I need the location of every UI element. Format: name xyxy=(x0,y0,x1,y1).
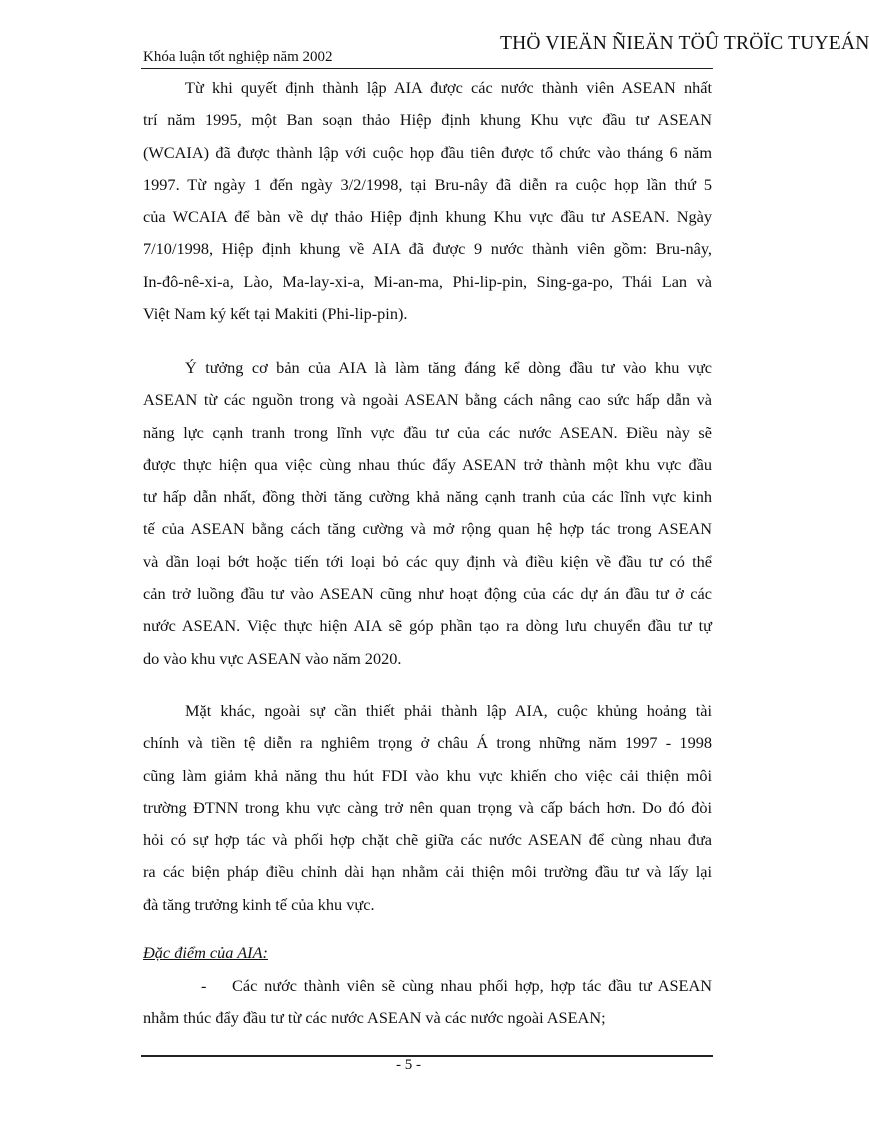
paragraph-line: của WCAIA để bàn về dự thảo Hiệp định khung Khu vực đầu tư ASEAN. Ngày xyxy=(143,207,712,227)
paragraph-aia-history xyxy=(143,72,712,330)
paragraph-asian-crisis xyxy=(143,695,712,921)
header-thesis-title: Khóa luận tốt nghiệp năm 2002 xyxy=(143,49,333,65)
paragraph-aia-idea xyxy=(143,352,712,675)
bullet-text-line: Các nước thành viên sẽ cùng nhau phối hợp, hợp tác đầu tư ASEAN xyxy=(232,976,712,995)
paragraph-line: trí năm 1995, một Ban soạn thảo Hiệp định khung Khu vực đầu tư ASEAN xyxy=(143,110,712,130)
paragraph-line: Mặt khác, ngoài sự cần thiết phải thành lập AIA, cuộc khủng hoảng tài xyxy=(185,701,712,720)
paragraph-line: cũng làm giảm khả năng thu hút FDI vào khu vực khiến cho việc cải thiện môi xyxy=(143,765,712,785)
paragraph-line: cản trở luồng đầu tư vào ASEAN cũng như hoạt động của các dự án đầu tư ở các xyxy=(143,584,712,604)
paragraph-line: trường ĐTNN trong khu vực càng trở nên quan trọng và cấp bách hơn. Do đó đòi xyxy=(143,797,712,817)
paragraph-line: Từ khi quyết định thành lập AIA được các nước thành viên ASEAN nhất xyxy=(185,78,712,97)
paragraph-line: ra các biện pháp điều chỉnh dài hạn nhằm cải thiện môi trường đầu tư và lấy lại xyxy=(143,862,712,882)
page-number: - 5 - xyxy=(396,1057,421,1073)
paragraph-line: năng lực cạnh tranh trong lĩnh vực đầu tư của các nước ASEAN. Điều này sẽ xyxy=(143,422,712,442)
paragraph-line: In-đô-nê-xi-a, Lào, Ma-lay-xi-a, Mi-an-ma, Phi-lip-pin, Sing-ga-po, Thái Lan và xyxy=(143,271,712,291)
paragraph-line: (WCAIA) đã được thành lập với cuộc họp đầu tiên được tổ chức vào tháng 6 năm xyxy=(143,142,712,162)
bullet-dash: - xyxy=(201,976,207,995)
paragraph-line: 7/10/1998, Hiệp định khung về AIA đã được 9 nước thành viên gồm: Bru-nây, xyxy=(143,239,712,259)
paragraph-line: Việt Nam ký kết tại Makiti (Phi-lip-pin). xyxy=(143,304,408,324)
section-subheading: Đặc điểm của AIA: xyxy=(143,943,268,962)
footer-divider xyxy=(141,1055,713,1057)
paragraph-line: 1997. Từ ngày 1 đến ngày 3/2/1998, tại Bru-nây đã diễn ra cuộc họp lần thứ 5 xyxy=(143,174,712,194)
paragraph-line: và dần loại bớt hoặc tiến tới loại bỏ các quy định và điều kiện về đầu tư có thể xyxy=(143,551,712,571)
header-divider xyxy=(141,68,713,69)
paragraph-line: ASEAN từ các nguồn trong và ngoài ASEAN bằng cách nâng cao sức hấp dẫn và xyxy=(143,390,712,410)
paragraph-line: Ý tưởng cơ bản của AIA là làm tăng đáng kể dòng đầu tư vào khu vực xyxy=(185,358,712,377)
header-library-title: THÖ VIEÄN ÑIEÄN TÖÛ TRÖÏC TUYEÁN xyxy=(500,33,869,54)
paragraph-line: đà tăng trưởng kinh tế của khu vực. xyxy=(143,894,375,914)
paragraph-line: được thực hiện qua việc cùng nhau thúc đẩy ASEAN trở thành một khu vực đầu xyxy=(143,454,712,474)
paragraph-line: hỏi có sự hợp tác và phối hợp chặt chẽ giữa các nước ASEAN để cùng nhau đưa xyxy=(143,830,712,850)
bullet-text-continuation: nhằm thúc đẩy đầu tư từ các nước ASEAN và các nước ngoài ASEAN; xyxy=(143,1008,606,1027)
paragraph-line: do vào khu vực ASEAN vào năm 2020. xyxy=(143,648,402,668)
paragraph-line: tế của ASEAN bằng cách tăng cường và mở rộng quan hệ hợp tác trong ASEAN xyxy=(143,519,712,539)
paragraph-line: chính và tiền tệ diễn ra nghiêm trọng ở châu Á trong những năm 1997 - 1998 xyxy=(143,733,712,753)
paragraph-line: tư hấp dẫn nhất, đồng thời tăng cường khả năng cạnh tranh của các lĩnh vực kinh xyxy=(143,487,712,507)
paragraph-line: nước ASEAN. Việc thực hiện AIA sẽ góp phần tạo ra dòng lưu chuyển đầu tư tự xyxy=(143,616,712,636)
